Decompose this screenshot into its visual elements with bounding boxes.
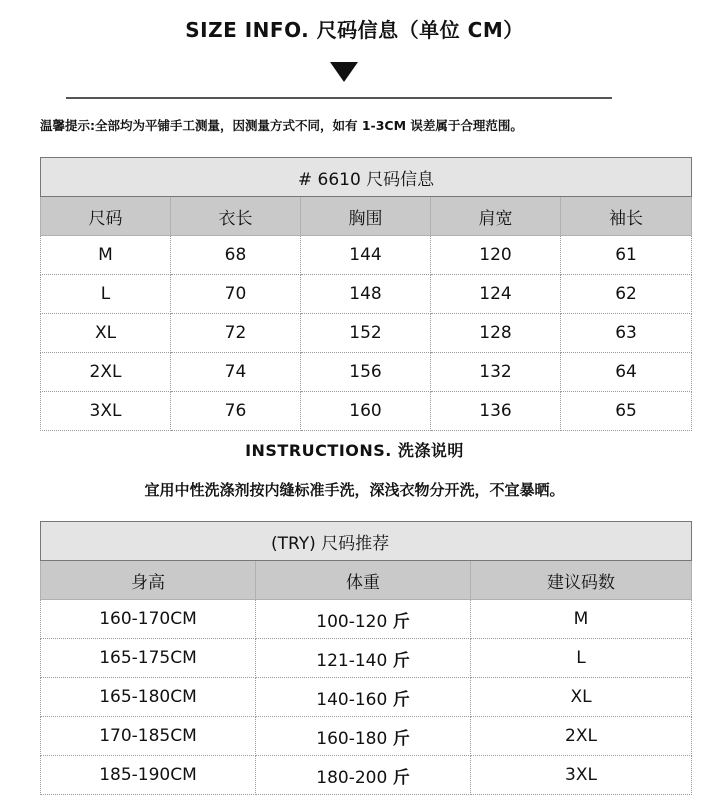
column-header: 袖长	[561, 197, 692, 236]
table-cell: 64	[561, 353, 692, 392]
column-header: 胸围	[301, 197, 431, 236]
table-row	[41, 639, 692, 678]
weight-value: 100-120	[316, 611, 388, 632]
table-row	[41, 600, 692, 639]
table-cell: 63	[561, 314, 692, 353]
table-cell: XL	[471, 678, 692, 717]
down-triangle-icon	[330, 62, 358, 82]
table-cell: 160-170CM	[41, 600, 256, 639]
table-cell: 132	[431, 353, 561, 392]
weight-cell	[256, 678, 471, 717]
table-row	[41, 717, 692, 756]
table-row	[41, 353, 692, 392]
size-table-caption: # 6610 尺码信息	[41, 158, 692, 197]
table-cell: 62	[561, 275, 692, 314]
weight-cell	[256, 756, 471, 795]
table-row	[41, 392, 692, 431]
column-header: 尺码	[41, 197, 171, 236]
table-row	[41, 236, 692, 275]
table-row	[41, 275, 692, 314]
table-cell: 144	[301, 236, 431, 275]
table-cell: 148	[301, 275, 431, 314]
weight-value: 180-200	[316, 767, 388, 788]
table-cell: 124	[431, 275, 561, 314]
table-cell: 2XL	[41, 353, 171, 392]
recommend-table-header	[41, 561, 692, 600]
table-cell: 3XL	[471, 756, 692, 795]
column-header: 建议码数	[471, 561, 692, 600]
instructions-title: INSTRUCTIONS. 洗涤说明	[245, 441, 464, 460]
weight-cell	[256, 639, 471, 678]
divider	[66, 97, 612, 99]
table-cell: 74	[171, 353, 301, 392]
table-cell: 72	[171, 314, 301, 353]
weight-value: 160-180	[316, 728, 388, 749]
table-cell: 170-185CM	[41, 717, 256, 756]
table-cell: 61	[561, 236, 692, 275]
table-cell: 160	[301, 392, 431, 431]
weight-unit: 斤	[392, 689, 410, 710]
table-cell: 76	[171, 392, 301, 431]
table-cell: L	[471, 639, 692, 678]
table-cell: L	[41, 275, 171, 314]
column-header: 身高	[41, 561, 256, 600]
table-cell: 3XL	[41, 392, 171, 431]
table-cell: 156	[301, 353, 431, 392]
column-header: 体重	[256, 561, 471, 600]
weight-value: 140-160	[316, 689, 388, 710]
size-recommend-table	[40, 521, 692, 795]
table-row	[41, 756, 692, 795]
table-cell: 128	[431, 314, 561, 353]
table-cell: 165-180CM	[41, 678, 256, 717]
weight-unit: 斤	[392, 611, 410, 632]
table-cell: M	[41, 236, 171, 275]
size-table-header	[41, 197, 692, 236]
table-cell: 2XL	[471, 717, 692, 756]
table-cell: 136	[431, 392, 561, 431]
table-cell: 70	[171, 275, 301, 314]
table-row	[41, 678, 692, 717]
weight-value: 121-140	[316, 650, 388, 671]
table-cell: M	[471, 600, 692, 639]
washing-instructions: 宜用中性洗涤剂按内缝标准手洗，深浅衣物分开洗，不宜暴晒。	[144, 481, 565, 499]
table-cell: 185-190CM	[41, 756, 256, 795]
recommend-table-caption: (TRY) 尺码推荐	[41, 522, 692, 561]
table-cell: 165-175CM	[41, 639, 256, 678]
weight-cell	[256, 600, 471, 639]
size-table	[40, 157, 692, 431]
weight-cell	[256, 717, 471, 756]
weight-unit: 斤	[392, 767, 410, 788]
table-cell: XL	[41, 314, 171, 353]
weight-unit: 斤	[392, 650, 410, 671]
table-cell: 65	[561, 392, 692, 431]
weight-unit: 斤	[392, 728, 410, 749]
table-cell: 152	[301, 314, 431, 353]
column-header: 肩宽	[431, 197, 561, 236]
page-title: SIZE INFO. 尺码信息（单位 CM）	[185, 18, 524, 42]
table-cell: 120	[431, 236, 561, 275]
table-row	[41, 314, 692, 353]
table-cell: 68	[171, 236, 301, 275]
column-header: 衣长	[171, 197, 301, 236]
measurement-note: 温馨提示:全部均为平铺手工测量，因测量方式不同，如有 1-3CM 误差属于合理范围。	[40, 118, 523, 133]
